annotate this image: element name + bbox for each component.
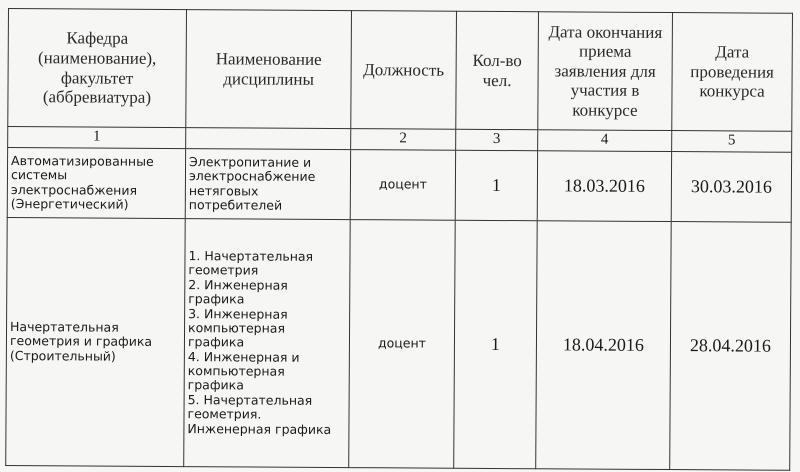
department-cell: Автоматизированные системы электроснабжения (Энергетический)	[7, 148, 185, 219]
discipline-cell: 1. Начертательная геометрия 2. Инженерная графика 3. Инженерная компьютерная графика 4. Инженерная и компьютерная графика 5. Начертательная геометрия. Инженерная графика	[184, 219, 351, 468]
table-row	[6, 217, 792, 470]
position-cell: доцент	[350, 150, 455, 221]
col-number-2: 2	[351, 129, 456, 151]
count-cell: 1	[454, 220, 538, 468]
header-contest-date: Дата проведения конкурса	[672, 13, 793, 132]
application-end-cell: 18.04.2016	[536, 221, 672, 470]
col-number-3: 3	[456, 129, 538, 151]
application-end-cell: 18.03.2016	[537, 151, 671, 222]
discipline-cell: Электропитание и электроснабжение нетяговых потребителей	[185, 149, 350, 220]
count-cell: 1	[455, 150, 537, 220]
header-position: Должность	[351, 11, 457, 130]
contest-date-cell: 30.03.2016	[671, 152, 791, 223]
contest-date-cell: 28.04.2016	[670, 222, 792, 471]
department-cell: Начертательная геометрия и графика (Строительный)	[6, 217, 186, 466]
col-number-blank	[186, 128, 351, 150]
col-number-4: 4	[538, 130, 672, 152]
header-count: Кол-во чел.	[456, 11, 539, 129]
vacancy-table	[5, 8, 793, 471]
col-number-5: 5	[672, 131, 792, 153]
header-application-end: Дата окончания приема заявления для участия в конкурсе	[538, 12, 673, 131]
table-row	[7, 148, 791, 223]
header-department: Кафедра (наименование), факультет (аббревиатура)	[8, 9, 187, 128]
header-row	[8, 9, 793, 132]
header-discipline: Наименование дисциплины	[186, 10, 352, 129]
col-number-1: 1	[8, 127, 186, 149]
position-cell: доцент	[349, 220, 456, 469]
